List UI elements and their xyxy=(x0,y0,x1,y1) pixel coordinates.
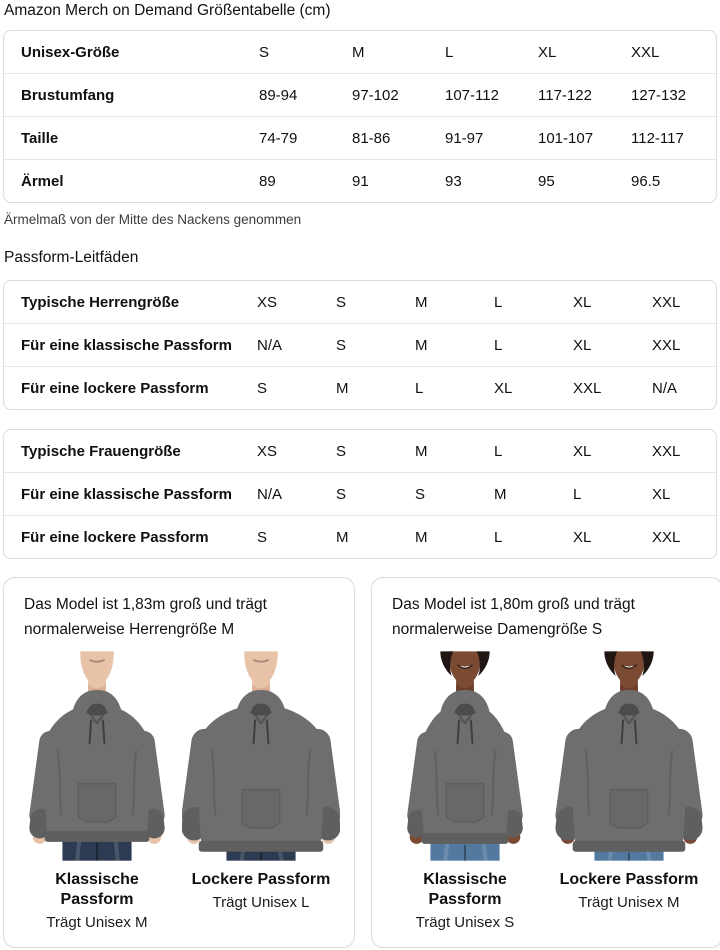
size-value: S xyxy=(336,485,347,503)
size-value: 112-117 xyxy=(631,129,684,147)
fit-label: Klassische Passform xyxy=(55,871,139,908)
table-row-classic-fit xyxy=(4,472,716,515)
size-value: S xyxy=(415,485,426,503)
row-label: Für eine lockere Passform xyxy=(21,528,209,546)
size-value: 74-79 xyxy=(259,129,298,147)
size-value: L xyxy=(494,442,503,460)
size-value: M xyxy=(415,293,428,311)
female-model-classic-fit-photo xyxy=(386,650,544,862)
size-value: XL xyxy=(573,336,592,354)
male-model-classic-fit-photo xyxy=(18,650,176,862)
size-value: N/A xyxy=(257,336,283,354)
size-value: S xyxy=(336,442,347,460)
size-value: XL xyxy=(494,379,513,397)
column-header-m: M xyxy=(352,43,365,61)
model-description: Das Model ist 1,83m groß und trägt normalerweise Herrengröße M xyxy=(24,596,267,638)
size-value: XL xyxy=(573,293,592,311)
row-label: Typische Frauengröße xyxy=(21,442,181,460)
size-value: N/A xyxy=(652,379,678,397)
male-model-loose-fit-photo xyxy=(182,650,340,862)
size-value: XL xyxy=(573,442,592,460)
size-value: XS xyxy=(257,442,278,460)
size-value: 91 xyxy=(352,172,369,190)
size-value: M xyxy=(494,485,507,503)
model-figure-classic xyxy=(386,650,544,932)
size-label: Trägt Unisex L xyxy=(212,894,310,911)
mens-model-card xyxy=(3,577,355,948)
model-cards xyxy=(3,577,717,948)
table-row-classic-fit xyxy=(4,323,716,366)
column-header-l: L xyxy=(445,43,454,61)
size-value: L xyxy=(415,379,424,397)
size-value: 91-97 xyxy=(445,129,484,147)
size-value: M xyxy=(336,528,349,546)
row-label: Für eine klassische Passform xyxy=(21,485,232,503)
size-value: M xyxy=(415,528,428,546)
row-label: Für eine lockere Passform xyxy=(21,379,209,397)
size-value: 101-107 xyxy=(538,129,594,147)
model-figures xyxy=(18,650,340,932)
female-model-loose-fit-photo xyxy=(550,650,708,862)
size-value: 107-112 xyxy=(445,86,499,104)
size-value: XL xyxy=(573,528,592,546)
model-figure-classic xyxy=(18,650,176,932)
size-value: XS xyxy=(257,293,278,311)
fit-guides-heading: Passform-Leitfäden xyxy=(4,249,139,266)
womens-model-card xyxy=(371,577,720,948)
table-header-row xyxy=(4,31,716,73)
fit-label: Lockere Passform xyxy=(559,871,699,888)
column-header-s: S xyxy=(259,43,270,61)
model-figure-loose xyxy=(182,650,340,932)
size-value: XXL xyxy=(652,442,681,460)
size-value: 89-94 xyxy=(259,86,298,104)
model-figures xyxy=(386,650,708,932)
size-value: 95 xyxy=(538,172,555,190)
size-label: Trägt Unisex S xyxy=(415,914,515,931)
size-value: L xyxy=(494,528,503,546)
size-value: 93 xyxy=(445,172,462,190)
table-row-loose-fit xyxy=(4,366,716,409)
row-label: Ärmel xyxy=(21,172,64,190)
size-value: S xyxy=(336,336,347,354)
row-label: Typische Herrengröße xyxy=(21,293,180,311)
model-description: Das Model ist 1,80m groß und trägt normalerweise Damengröße S xyxy=(392,596,635,638)
size-value: S xyxy=(336,293,347,311)
size-value: XXL xyxy=(652,293,681,311)
size-value: 89 xyxy=(259,172,276,190)
size-value: L xyxy=(494,336,503,354)
unisex-size-table xyxy=(3,30,717,203)
row-label: Brustumfang xyxy=(21,86,115,104)
table-row-typical-mens-size xyxy=(4,281,716,323)
size-value: 97-102 xyxy=(352,86,399,104)
table-row-typical-womens-size xyxy=(4,430,716,472)
womens-fit-table xyxy=(3,429,717,559)
size-label: Trägt Unisex M xyxy=(46,914,148,931)
fit-label: Lockere Passform xyxy=(191,871,331,888)
column-header-xxl: XXL xyxy=(631,43,660,61)
column-header-size: Unisex-Größe xyxy=(21,43,120,61)
size-value: M xyxy=(336,379,349,397)
size-label: Trägt Unisex M xyxy=(578,894,680,911)
size-value: L xyxy=(494,293,503,311)
mens-fit-table xyxy=(3,280,717,410)
size-value: XXL xyxy=(652,528,681,546)
size-value: M xyxy=(415,336,428,354)
size-value: 127-132 xyxy=(631,86,687,104)
size-value: S xyxy=(257,379,268,397)
table-row-waist xyxy=(4,116,716,159)
model-figure-loose xyxy=(550,650,708,932)
size-value: 96.5 xyxy=(631,172,661,190)
table-row-sleeve xyxy=(4,159,716,202)
row-label: Taille xyxy=(21,129,59,147)
size-value: L xyxy=(573,485,582,503)
column-header-xl: XL xyxy=(538,43,557,61)
fit-label: Klassische Passform xyxy=(423,871,507,908)
row-label: Für eine klassische Passform xyxy=(21,336,232,354)
size-value: 81-86 xyxy=(352,129,391,147)
size-value: 117-122 xyxy=(538,86,592,104)
size-value: XXL xyxy=(652,336,681,354)
size-value: XL xyxy=(652,485,671,503)
size-value: XXL xyxy=(573,379,602,397)
size-value: M xyxy=(415,442,428,460)
page-title: Amazon Merch on Demand Größentabelle (cm) xyxy=(4,2,331,19)
size-value: N/A xyxy=(257,485,283,503)
table-row-chest xyxy=(4,73,716,116)
sleeve-measure-note: Ärmelmaß von der Mitte des Nackens genommen xyxy=(4,212,302,227)
table-row-loose-fit xyxy=(4,515,716,558)
size-value: S xyxy=(257,528,268,546)
